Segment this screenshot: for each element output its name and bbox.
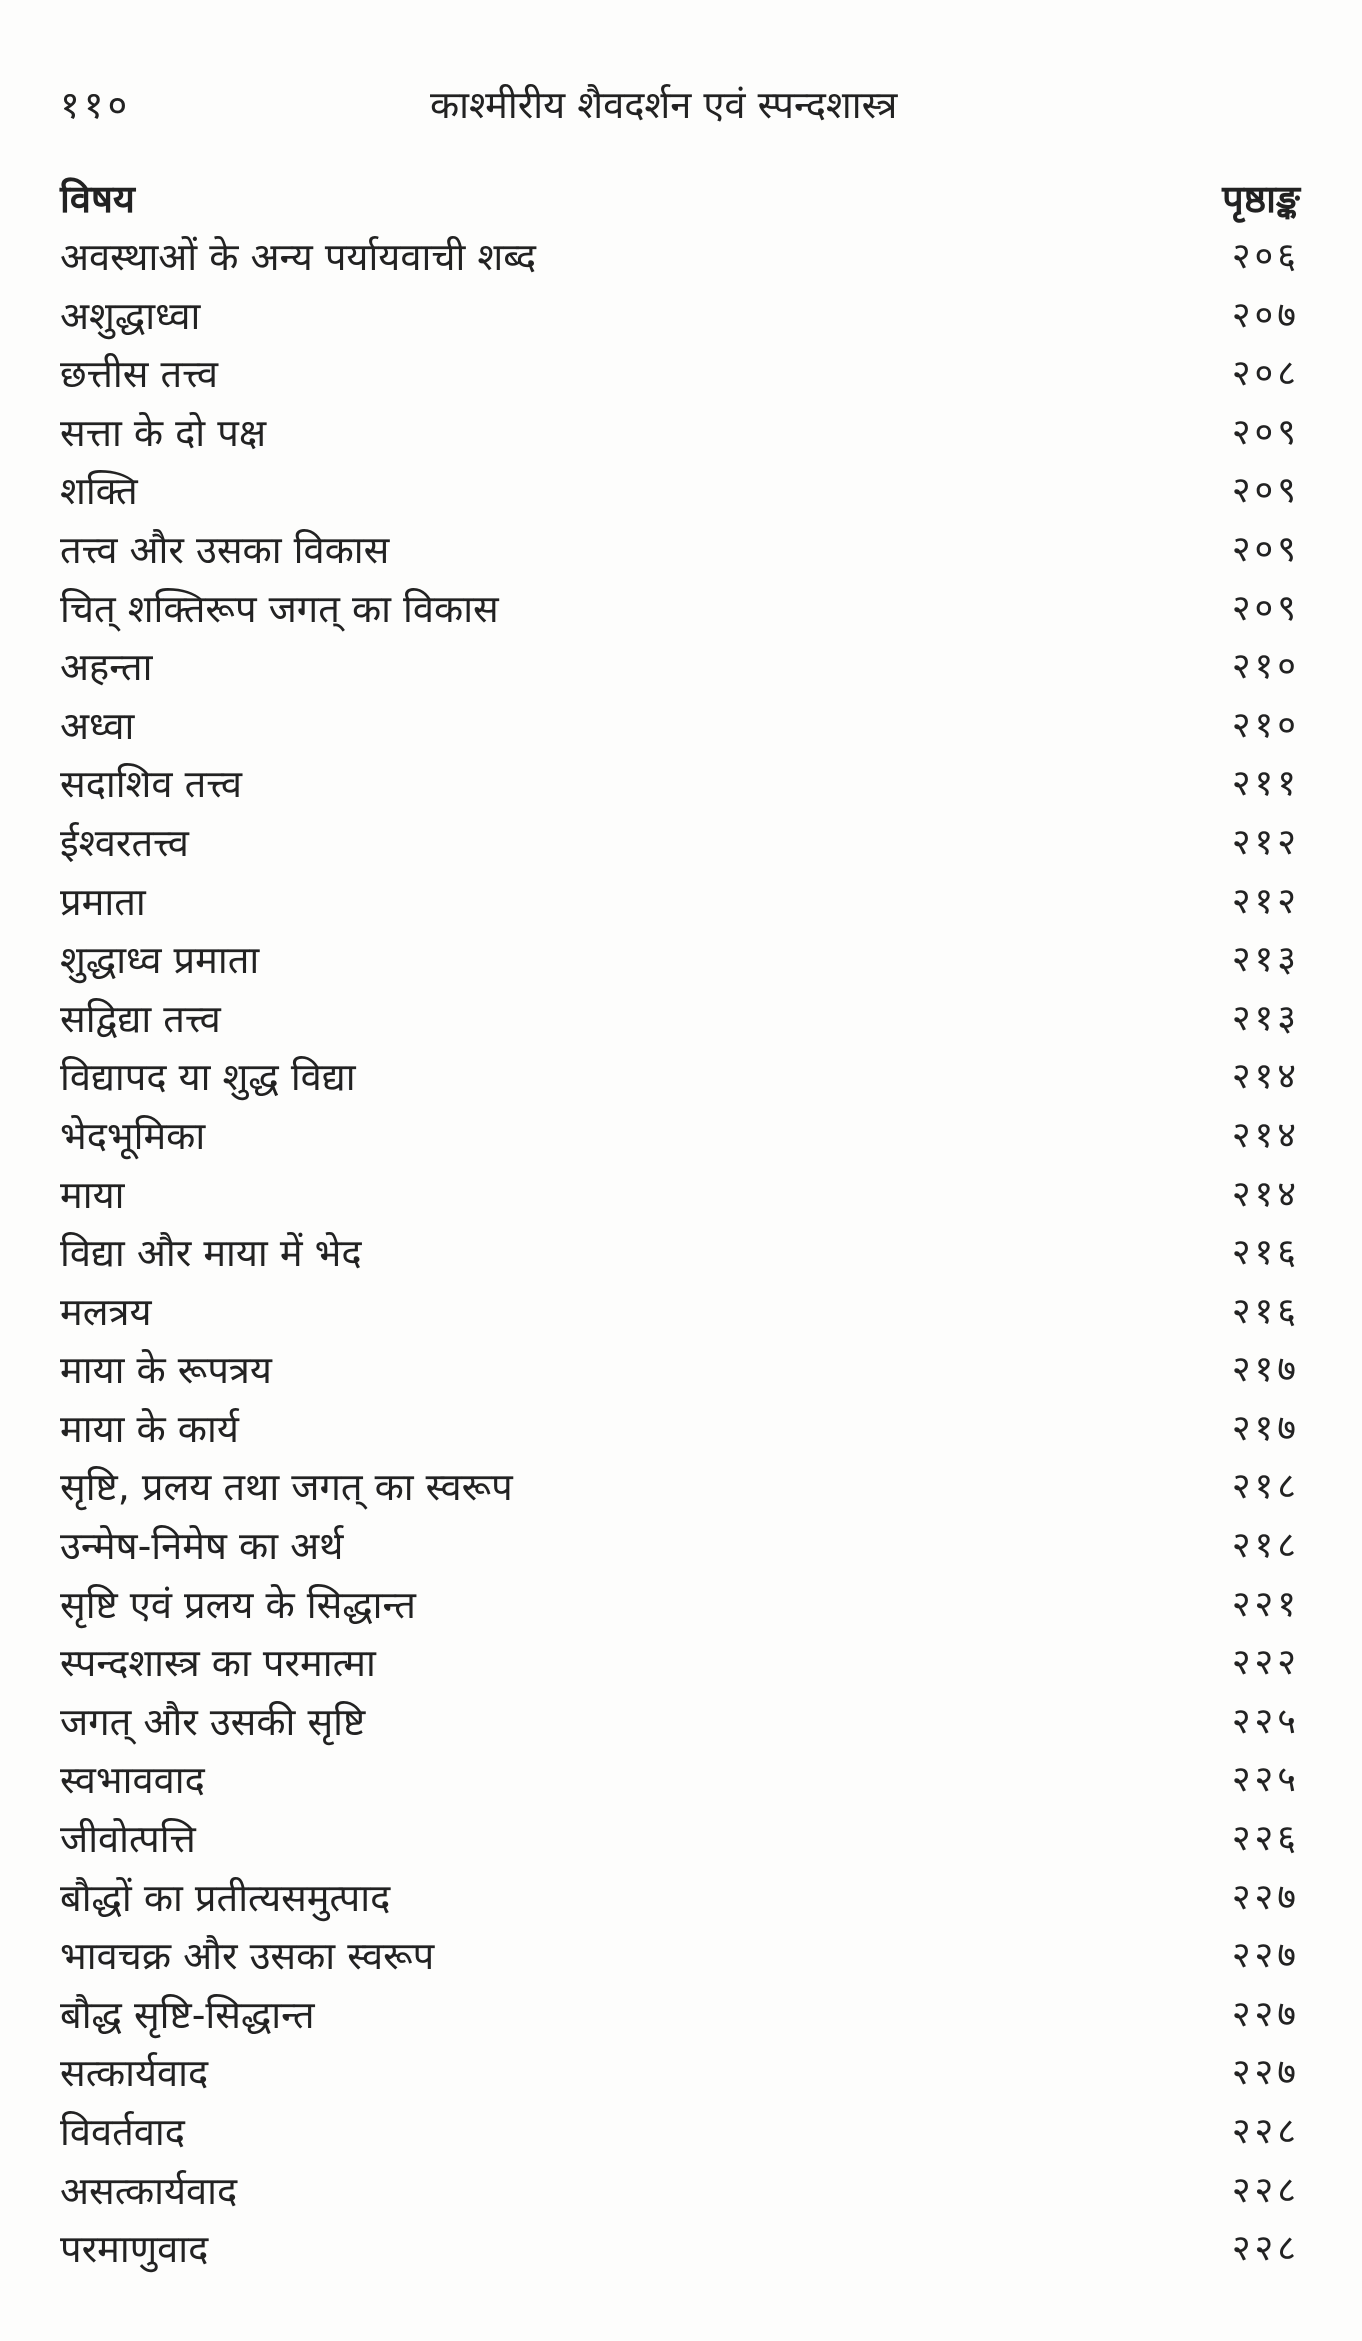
- toc-entry: [60, 1986, 1310, 2045]
- toc-entry: [60, 1107, 1310, 1166]
- column-headings: [60, 172, 1310, 222]
- entry-page-number: २१८: [1231, 1466, 1300, 1508]
- entry-page-number: २१८: [1231, 1525, 1300, 1567]
- entry-title: उन्मेष-निमेष का अर्थ: [60, 1524, 344, 1569]
- toc-entry: [60, 228, 1310, 287]
- entry-page-number: २०६: [1231, 236, 1300, 277]
- subject-column-heading: विषय: [60, 177, 135, 221]
- entry-page-number: २०७: [1231, 294, 1300, 336]
- entry-title: छत्तीस तत्त्व: [60, 352, 218, 397]
- entry-title: मलत्रय: [60, 1289, 152, 1334]
- toc-entry: [60, 697, 1310, 756]
- entry-page-number: २१४: [1231, 1114, 1300, 1156]
- page-column-heading: पृष्ठाङ्क: [1222, 177, 1300, 221]
- entry-page-number: २११: [1231, 763, 1300, 805]
- entry-page-number: २१३: [1231, 939, 1300, 981]
- entry-title: विद्यापद या शुद्ध विद्या: [60, 1055, 356, 1100]
- entry-title: माया के कार्य: [60, 1406, 239, 1451]
- entry-page-number: २२७: [1231, 2052, 1300, 2094]
- toc-entry: [60, 2044, 1310, 2103]
- running-title: काश्मीरीय शैवदर्शन एवं स्पन्दशास्त्र: [430, 83, 898, 127]
- toc-entry: [60, 755, 1310, 814]
- entry-title: अहन्ता: [60, 645, 153, 690]
- toc-entry: [60, 2220, 1310, 2279]
- toc-entry: [60, 1400, 1310, 1459]
- toc-entry: [60, 1224, 1310, 1283]
- entry-page-number: २२६: [1231, 1818, 1300, 1860]
- toc-entry: [60, 1576, 1310, 1635]
- entry-title: अध्वा: [60, 703, 135, 748]
- entry-title: भावचक्र और उसका स्वरूप: [60, 1934, 435, 1979]
- toc-entry: [60, 1693, 1310, 1752]
- entry-page-number: २१२: [1231, 880, 1300, 922]
- entry-page-number: २०९: [1231, 470, 1300, 512]
- page-header: [60, 78, 1310, 138]
- entry-title: प्रमाता: [60, 879, 146, 924]
- entry-page-number: २१४: [1231, 1056, 1300, 1098]
- entry-title: सृष्टि, प्रलय तथा जगत् का स्वरूप: [60, 1465, 513, 1510]
- entry-page-number: २२५: [1231, 1700, 1300, 1742]
- entry-page-number: २२७: [1231, 1993, 1300, 2035]
- entry-page-number: २०८: [1231, 353, 1300, 395]
- entry-page-number: २०९: [1231, 587, 1300, 629]
- toc-entry: [60, 1048, 1310, 1107]
- toc-entry: [60, 931, 1310, 990]
- entry-title: विद्या और माया में भेद: [60, 1231, 362, 1276]
- toc-entry: [60, 638, 1310, 697]
- entry-page-number: २२७: [1231, 1935, 1300, 1977]
- entry-title: स्वभाववाद: [60, 1758, 205, 1803]
- toc-entry: [60, 1810, 1310, 1869]
- entry-title: जगत् और उसकी सृष्टि: [60, 1699, 366, 1744]
- toc-entry: [60, 404, 1310, 463]
- entry-page-number: २१४: [1231, 1173, 1300, 1215]
- toc-entry: [60, 1751, 1310, 1810]
- entry-page-number: २२१: [1231, 1583, 1300, 1625]
- entry-title: जीवोत्पत्ति: [60, 1817, 196, 1862]
- entry-page-number: २०९: [1231, 528, 1300, 570]
- entry-page-number: २१७: [1231, 1349, 1300, 1391]
- toc-entry: [60, 580, 1310, 639]
- entry-title: ईश्वरतत्त्व: [60, 820, 189, 865]
- entry-page-number: २१०: [1231, 704, 1300, 746]
- entry-title: शुद्धाध्व प्रमाता: [60, 938, 260, 983]
- entry-page-number: २२८: [1231, 2111, 1300, 2152]
- table-of-contents: [60, 228, 1310, 2279]
- toc-entry: [60, 873, 1310, 932]
- toc-entry: [60, 1517, 1310, 1576]
- entry-title: विवर्तवाद: [60, 2110, 185, 2154]
- toc-entry: [60, 1341, 1310, 1400]
- entry-page-number: २२८: [1231, 2228, 1300, 2270]
- entry-title: असत्कार्यवाद: [60, 2168, 238, 2213]
- entry-page-number: २२७: [1231, 1876, 1300, 1918]
- toc-entry: [60, 1166, 1310, 1225]
- entry-page-number: २२२: [1231, 1642, 1300, 1684]
- toc-entry: [60, 1927, 1310, 1986]
- toc-entry: [60, 521, 1310, 580]
- entry-title: तत्त्व और उसका विकास: [60, 527, 390, 572]
- entry-title: चित् शक्तिरूप जगत् का विकास: [60, 586, 499, 631]
- entry-page-number: २२५: [1231, 1759, 1300, 1801]
- entry-title: सत्कार्यवाद: [60, 2051, 209, 2096]
- toc-entry: [60, 2162, 1310, 2221]
- entry-title: माया: [60, 1172, 125, 1217]
- entry-title: बौद्धों का प्रतीत्यसमुत्पाद: [60, 1875, 391, 1920]
- entry-title: परमाणुवाद: [60, 2227, 209, 2272]
- entry-title: स्पन्दशास्त्र का परमात्मा: [60, 1641, 376, 1686]
- entry-title: अशुद्धाध्वा: [60, 293, 201, 338]
- entry-page-number: २१७: [1231, 1407, 1300, 1449]
- toc-entry: [60, 462, 1310, 521]
- toc-entry: [60, 345, 1310, 404]
- entry-title: शक्ति: [60, 469, 138, 514]
- entry-page-number: २२८: [1231, 2169, 1300, 2211]
- entry-title: सृष्टि एवं प्रलय के सिद्धान्त: [60, 1582, 416, 1627]
- entry-title: सदाशिव तत्त्व: [60, 762, 243, 807]
- toc-entry: [60, 287, 1310, 346]
- toc-entry: [60, 1458, 1310, 1517]
- toc-entry: [60, 990, 1310, 1049]
- toc-entry: [60, 1869, 1310, 1928]
- toc-entry: [60, 1634, 1310, 1693]
- entry-page-number: २०९: [1231, 411, 1300, 453]
- entry-title: भेदभूमिका: [60, 1113, 206, 1158]
- entry-page-number: २१६: [1231, 1290, 1300, 1332]
- toc-entry: [60, 2103, 1310, 2162]
- entry-title: सद्विद्या तत्त्व: [60, 996, 221, 1041]
- page-number: ११०: [60, 83, 132, 127]
- entry-page-number: २१०: [1231, 646, 1300, 688]
- entry-page-number: २१६: [1231, 1232, 1300, 1274]
- entry-title: बौद्ध सृष्टि-सिद्धान्त: [60, 1992, 315, 2037]
- toc-entry: [60, 814, 1310, 873]
- entry-title: माया के रूपत्रय: [60, 1348, 272, 1393]
- entry-page-number: २१३: [1231, 997, 1300, 1039]
- toc-entry: [60, 1283, 1310, 1342]
- entry-title: सत्ता के दो पक्ष: [60, 410, 267, 455]
- entry-title: अवस्थाओं के अन्य पर्यायवाची शब्द: [60, 235, 537, 279]
- entry-page-number: २१२: [1231, 821, 1300, 863]
